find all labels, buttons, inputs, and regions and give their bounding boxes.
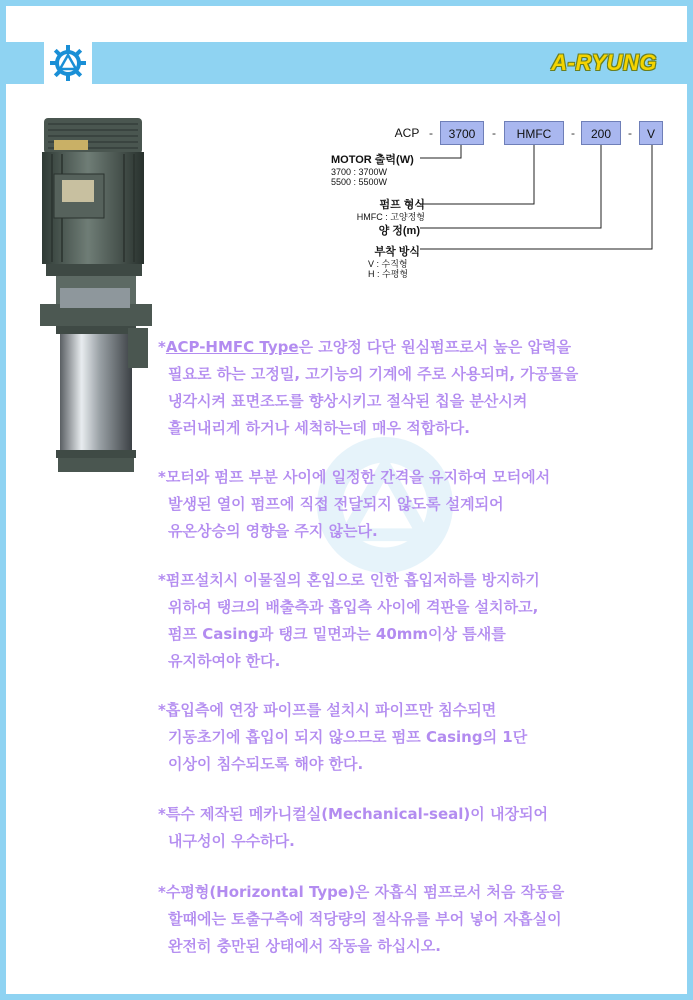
legend-motor-title: MOTOR 출력(W) (331, 154, 414, 166)
model-series: ACP (394, 126, 420, 140)
legend-mount-title: 부착 방식 (374, 246, 420, 258)
model-head: 200 (581, 121, 621, 145)
logo (44, 42, 92, 84)
model-type: HMFC (504, 121, 564, 145)
paragraph-line: 내구성이 우수하다. (168, 832, 295, 850)
legend-mount-line: H : 수평형 (368, 269, 409, 279)
legend-pump-type (335, 196, 425, 222)
feature-paragraph-1 (158, 334, 678, 442)
model-mount: V (639, 121, 663, 145)
paragraph-text: 은 고양정 다단 원심펌프로서 높은 압력을 (298, 338, 571, 356)
paragraph-line: *특수 제작된 메카니컬실(Mechanical-seal)이 내장되어 (158, 805, 548, 823)
legend-motor-line: 3700 : 3700W (331, 167, 388, 177)
separator: - (492, 126, 496, 140)
feature-paragraph-5 (158, 801, 678, 855)
paragraph-line: *펌프설치시 이물질의 혼입으로 인한 흡입저하를 방지하기 (158, 571, 540, 589)
legend-pump-type-title: 펌프 형식 (379, 199, 425, 211)
paragraph-line: 발생된 열이 펌프에 직접 전달되지 않도록 설계되어 (168, 495, 504, 513)
paragraph-line: *모터와 펌프 부분 사이에 일정한 간격을 유지하여 모터에서 (158, 468, 551, 486)
separator: - (571, 126, 575, 140)
feature-paragraph-6 (158, 879, 678, 960)
feature-paragraph-3 (158, 567, 678, 675)
bullet: * (158, 338, 166, 356)
separator: - (628, 126, 632, 140)
paragraph-line: 할때에는 토출구측에 적당량의 절삭유를 부어 넣어 자흡실이 (168, 910, 562, 928)
product-type-name: ACP-HMFC Type (165, 338, 299, 356)
legend-head (370, 222, 420, 238)
legend-motor (331, 151, 421, 187)
legend-pump-type-line: HMFC : 고양정형 (356, 212, 425, 222)
gear-tri-logo-icon (48, 43, 88, 83)
paragraph-line: *수평형(Horizontal Type)은 자흡식 펌프로서 처음 작동을 (158, 883, 565, 901)
paragraph-line: 유지하여야 한다. (168, 652, 281, 670)
legend-motor-line: 5500 : 5500W (331, 177, 388, 187)
paragraph-line: 펌프 Casing과 탱크 밑면과는 40mm이상 틈새를 (168, 625, 506, 643)
paragraph-line (158, 334, 678, 361)
paragraph-line: 위하여 탱크의 배출측과 흡입측 사이에 격판을 설치하고, (168, 598, 539, 616)
separator: - (429, 126, 433, 140)
pump-image (34, 118, 164, 473)
model-motor: 3700 (440, 121, 484, 145)
paragraph-line: 완전히 충만된 상태에서 작동을 하십시오. (168, 937, 441, 955)
paragraph-line: 흘러내리게 하거나 세척하는데 매우 적합하다. (168, 419, 470, 437)
paragraph-line: 필요로 하는 고정밀, 고기능의 기계에 주로 사용되며, 가공물을 (168, 365, 579, 383)
paragraph-line: 기동초기에 흡입이 되지 않으므로 펌프 Casing의 1단 (168, 728, 528, 746)
legend-mount (330, 243, 420, 279)
paragraph-line: 냉각시켜 표면조도를 향상시키고 절삭된 칩을 분산시켜 (168, 392, 528, 410)
paragraph-line: *흡입측에 연장 파이프를 설치시 파이프만 침수되면 (158, 701, 497, 719)
feature-paragraph-4 (158, 697, 678, 778)
paragraph-line: 이상이 침수되도록 해야 한다. (168, 755, 364, 773)
feature-paragraph-2 (158, 464, 678, 545)
brand-name: A-RYUNG (551, 50, 657, 75)
legend-head-title: 양 정(m) (378, 225, 420, 237)
legend-mount-line: V : 수직형 (368, 259, 408, 269)
paragraph-line: 유온상승의 영향을 주지 않는다. (168, 522, 378, 540)
